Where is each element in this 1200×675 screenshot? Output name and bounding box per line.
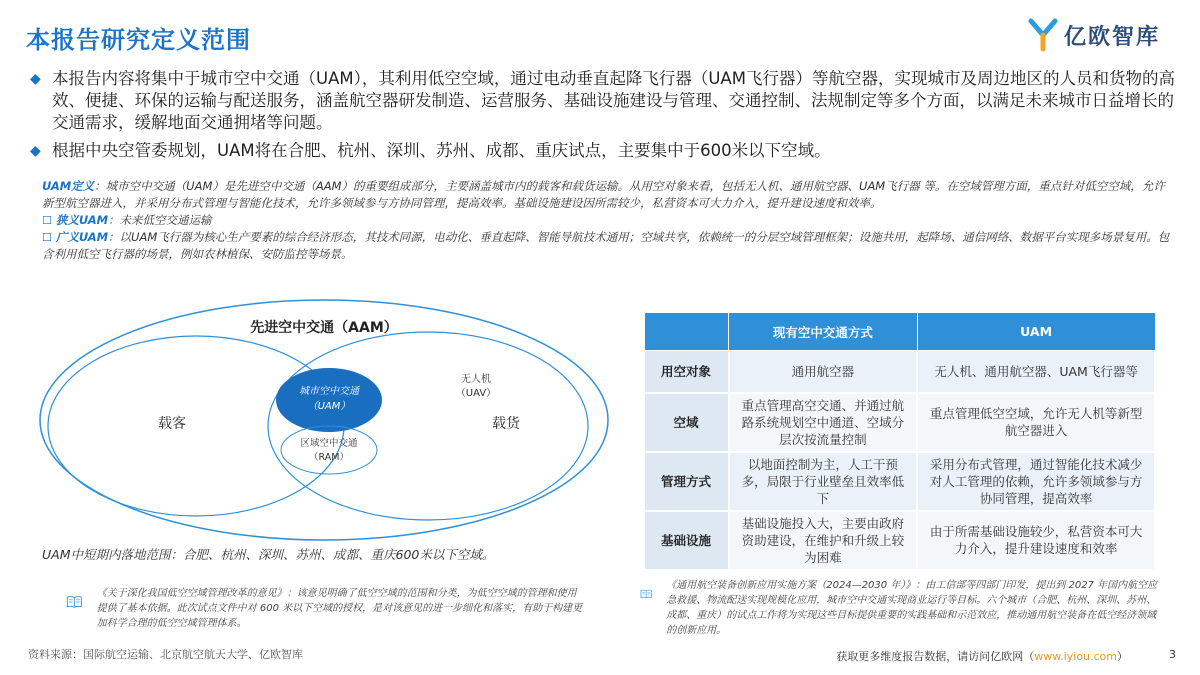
- table-cell: 重点管理高空交通、并通过航路系统规划空中通道、空域分层次按流量控制: [729, 393, 918, 452]
- reference-text: 《关于深化我国低空空域管理改革的意见》：该意见明确了低空空域的范围和分类，为低空空域的管理和使用提供了基本依据。此次试点文件中对 600 米以下空域的授权，是对该意见的进一步细化和落实，有助于构建更加科学合理的低空空域管理体系。: [96, 588, 583, 629]
- square-bullet-icon: ☐: [42, 214, 52, 227]
- reference-note: [640, 578, 1160, 638]
- definition-block: [42, 178, 1172, 263]
- book-icon: [66, 586, 83, 618]
- aam-label: 先进空中交通（AAM）: [250, 320, 398, 336]
- table-header-row: [645, 313, 1156, 351]
- comparison-table: [644, 312, 1156, 571]
- page-number: 3: [1169, 648, 1176, 661]
- table-cell: 重点管理低空空域，允许无人机等新型航空器进入: [917, 393, 1155, 452]
- table-cell: 基础设施投入大，主要由政府资助建设，在维护和升级上较为困难: [729, 511, 918, 570]
- bullet-item: [30, 140, 1180, 162]
- footer-text: 获取更多维度报告数据，请访问亿欧网（: [836, 650, 1035, 663]
- broad-definition: [42, 229, 1172, 263]
- footer-text-end: ）: [1117, 650, 1128, 663]
- narrow-definition-label: 狭义UAM: [55, 213, 109, 227]
- passenger-label: 载客: [158, 416, 186, 432]
- venn-diagram: [36, 296, 612, 544]
- uav-label: 无人机: [461, 374, 491, 385]
- table-row: [645, 511, 1156, 570]
- narrow-definition: [42, 212, 1172, 229]
- logo: [1028, 18, 1160, 52]
- table-header-current: 现有空中交通方式: [729, 313, 918, 351]
- table-row: [645, 452, 1156, 511]
- uam-definition-label: UAM定义: [42, 179, 95, 193]
- uam-scope-note: UAM中短期内落地范围：合肥、杭州、深圳、苏州、成都、重庆600米以下空域。: [42, 547, 495, 562]
- footer: [836, 648, 1128, 664]
- uam-label-abbr: （UAM）: [307, 401, 351, 412]
- ram-label-abbr: （RAM）: [309, 452, 349, 463]
- broad-definition-label: 广义UAM: [55, 230, 109, 244]
- narrow-definition-text: ：未来低空交通运输: [108, 213, 212, 227]
- table-header-corner: [645, 313, 729, 351]
- diamond-icon: ◆: [30, 71, 41, 87]
- uam-definition: [42, 178, 1172, 212]
- cargo-label: 载货: [492, 416, 520, 432]
- row-header: 用空对象: [645, 351, 729, 393]
- table-cell: 通用航空器: [729, 351, 918, 393]
- diamond-icon: ◆: [30, 143, 41, 159]
- uam-definition-text: ：城市空中交通（UAM）是先进空中交通（AAM）的重要组成部分，主要涵盖城市内的载客和载货运输。从用空对象来看，包括无人机、通用航空器、UAM飞行器 等。在空域管理方面，重点针对低空空域，允许新型航空器进入，并采用分布式管理与智能化技术，允许多领域参与方协同管理，提高效率。基础设施建设因所需较少，私营资本可大力介入，提升建设速度和效率。: [42, 179, 1165, 210]
- square-bullet-icon: ☐: [42, 231, 52, 244]
- table-row: [645, 351, 1156, 393]
- uav-label-abbr: （UAV）: [455, 388, 497, 399]
- bullet-text: 根据中央空管委规划，UAM将在合肥、杭州、深圳、苏州、成都、重庆试点，主要集中于600米以下空域。: [52, 141, 831, 160]
- table-cell: 采用分布式管理，通过智能化技术减少对人工管理的依赖，允许多领域参与方协同管理，提高效率: [917, 452, 1155, 511]
- table-cell: 以地面控制为主，人工干预多，局限于行业壁垒且效率低下: [729, 452, 918, 511]
- uam-ellipse: [276, 368, 382, 432]
- table-header-uam: UAM: [917, 313, 1155, 351]
- uam-label: 城市空中交通: [299, 386, 359, 397]
- bullet-text: 本报告内容将集中于城市空中交通（UAM），其利用低空空域，通过电动垂直起降飞行器（UAM飞行器）等航空器，实现城市及周边地区的人员和货物的高效、便捷、环保的运输与配送服务，涵盖航空器研发制造、运营服务、基础设施建设与管理、交通控制、法规制定等多个方面，以满足未来城市日益增长的交通需求，缓解地面交通拥堵等问题。: [52, 69, 1175, 132]
- book-icon: [640, 578, 652, 610]
- table-cell: 无人机、通用航空器、UAM飞行器等: [917, 351, 1155, 393]
- row-header: 空域: [645, 393, 729, 452]
- ram-label: 区域空中交通: [300, 438, 358, 449]
- table-cell: 由于所需基础设施较少，私营资本可大力介入，提升建设速度和效率: [917, 511, 1155, 570]
- logo-mark-icon: [1028, 18, 1058, 52]
- reference-text: 《通用航空装备创新应用实施方案（2024—2030 年）》：由工信部等四部门印发，提出到 2027 年国内航空应急救援、物流配送实现规模化应用，城市空中交通实现商业运行等目标。六个城市（合肥、杭州、深圳、苏州、成都、重庆）的试点工作将为实现这些目标提供重要的实践基础和示范效应，推动通用航空装备在低空经济领域的创新应用。: [666, 580, 1158, 636]
- source-note: 资料来源：国际航空运输、北京航空航天大学、亿欧智库: [28, 648, 303, 661]
- broad-definition-text: ：以UAM飞行器为核心生产要素的综合经济形态，其技术同源，电动化、垂直起降、智能导航技术通用；空域共享，依赖统一的分层空域管理框架；设施共用，起降场、通信网络、数据平台实现多场景复用。包含利用低空飞行器的场景，例如农林植保、安防监控等场景。: [42, 230, 1170, 261]
- row-header: 基础设施: [645, 511, 729, 570]
- ram-ellipse: [281, 426, 377, 474]
- bullet-item: [30, 68, 1180, 134]
- page-title: 本报告研究定义范围: [26, 26, 251, 54]
- table-row: [645, 393, 1156, 452]
- reference-note: [66, 586, 586, 631]
- bullet-list: [30, 68, 1180, 168]
- row-header: 管理方式: [645, 452, 729, 511]
- logo-text: 亿欧智库: [1063, 24, 1160, 50]
- website-link[interactable]: www.iyiou.com: [1034, 650, 1117, 663]
